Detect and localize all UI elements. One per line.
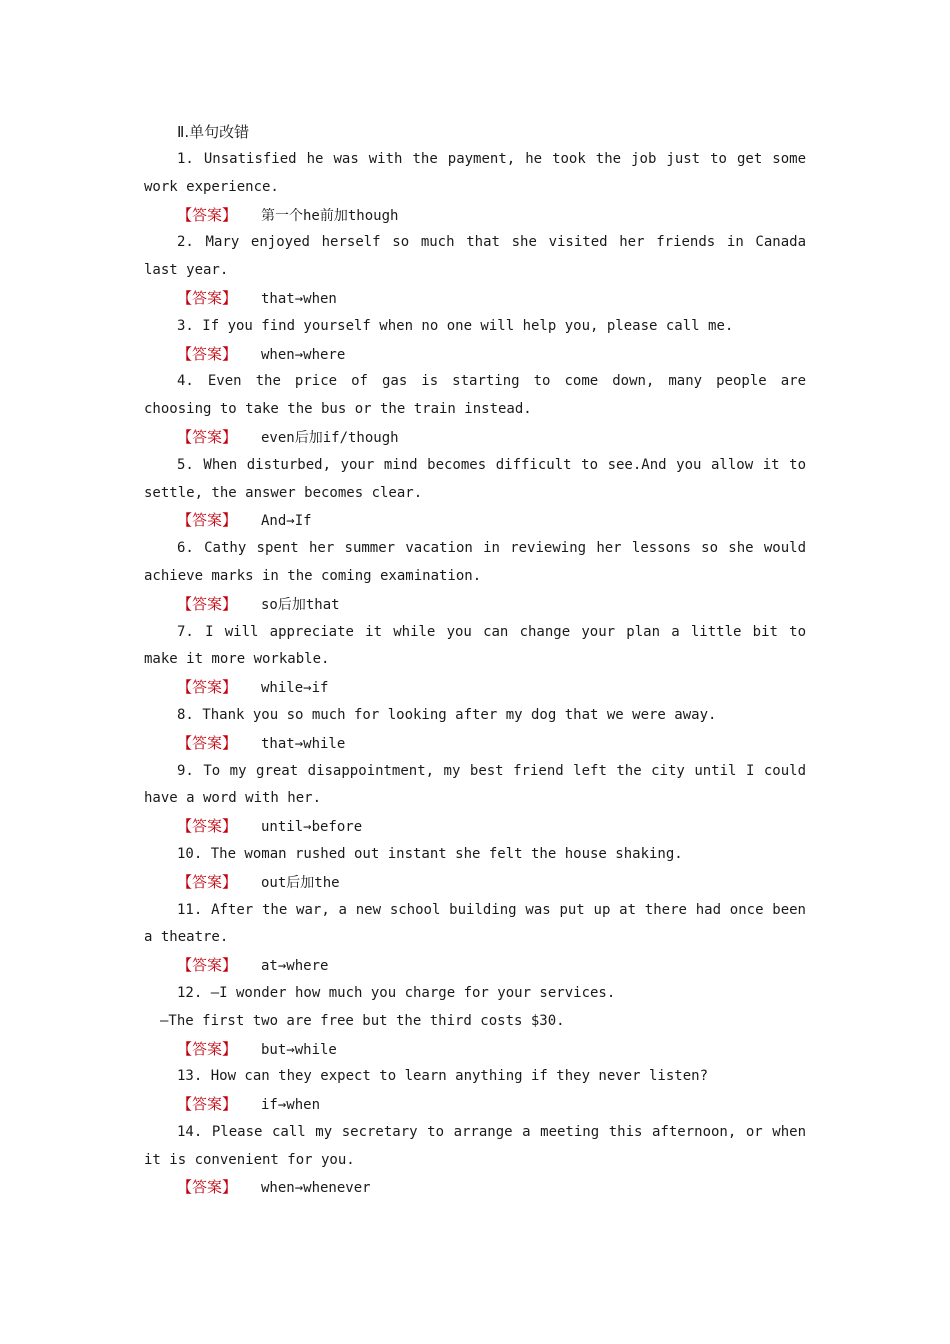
answer-9 <box>144 813 806 841</box>
answer-8 <box>144 730 806 758</box>
answer-text: even后加if/though <box>261 429 399 446</box>
answer-2 <box>144 285 806 313</box>
answer-text: so后加that <box>261 596 340 613</box>
answer-text: when→whenever <box>261 1180 371 1197</box>
answer-12 <box>144 1036 806 1064</box>
answer-tag: 【答案】 <box>177 872 238 891</box>
answer-text: while→if <box>261 680 329 697</box>
answer-text: but→while <box>261 1041 337 1058</box>
answer-tag: 【答案】 <box>177 288 238 307</box>
answer-tag: 【答案】 <box>177 733 238 752</box>
answer-text: until→before <box>261 819 363 836</box>
question-3: 3. If you find yourself when no one will help you, please call me. <box>177 317 734 334</box>
question-11: 11. After the war, a new school building was put up at there had once been a theatre. <box>144 901 806 946</box>
answer-tag: 【答案】 <box>177 1178 238 1197</box>
answer-text: if→when <box>261 1097 321 1114</box>
question-1: 1. Unsatisfied he was with the payment, he took the job just to get some work experience. <box>144 151 806 195</box>
answer-13 <box>144 1091 806 1119</box>
answer-7 <box>144 674 806 702</box>
answer-tag: 【答案】 <box>177 344 238 363</box>
question-8: 8. Thank you so much for looking after my dog that we were away. <box>177 706 717 723</box>
answer-tag: 【答案】 <box>177 511 238 530</box>
answer-6 <box>144 591 806 619</box>
answer-4 <box>144 424 806 452</box>
answer-tag: 【答案】 <box>177 427 238 446</box>
question-4: 4. Even the price of gas is starting to come down, many people are choosing to take the bus or the train instead. <box>144 373 806 418</box>
question-2: 2. Mary enjoyed herself so much that she visited her friends in Canada last year. <box>144 234 806 279</box>
answer-tag: 【答案】 <box>177 594 238 613</box>
answer-text: that→when <box>261 290 337 307</box>
answer-tag: 【答案】 <box>177 205 238 224</box>
question-7: 7. I will appreciate it while you can change your plan a little bit to make it more workable. <box>144 623 806 668</box>
answer-text: 第一个he前加though <box>261 207 399 224</box>
answer-text: And→If <box>261 513 312 530</box>
answer-11 <box>144 952 806 980</box>
document-page <box>144 118 806 1202</box>
question-13: 13. How can they expect to learn anything if they never listen? <box>177 1068 709 1085</box>
answer-14 <box>144 1174 806 1202</box>
answer-3 <box>144 341 806 369</box>
answer-tag: 【答案】 <box>177 817 238 836</box>
answer-tag: 【答案】 <box>177 956 238 975</box>
section-title: Ⅱ.单句改错 <box>177 123 250 141</box>
question-12: 12. —I wonder how much you charge for your services. <box>177 984 616 1001</box>
answer-text: at→where <box>261 958 329 975</box>
answer-1 <box>144 202 806 230</box>
answer-tag: 【答案】 <box>177 1039 238 1058</box>
answer-10 <box>144 869 806 897</box>
answer-5 <box>144 507 806 535</box>
question-5: 5. When disturbed, your mind becomes difficult to see.And you allow it to settle, the answer becomes clear. <box>144 456 806 501</box>
answer-tag: 【答案】 <box>177 678 238 697</box>
answer-text: when→where <box>261 346 346 363</box>
question-14: 14. Please call my secretary to arrange a meeting this afternoon, or when it is convenient for you. <box>144 1123 806 1168</box>
question-10: 10. The woman rushed out instant she felt the house shaking. <box>177 845 683 862</box>
question-12-reply: —The first two are free but the third costs $30. <box>160 1012 565 1029</box>
answer-text: out后加the <box>261 874 340 891</box>
question-6: 6. Cathy spent her summer vacation in reviewing her lessons so she would achieve marks in the coming examination. <box>144 540 806 584</box>
answer-tag: 【答案】 <box>177 1095 238 1114</box>
question-9: 9. To my great disappointment, my best friend left the city until I could have a word with her. <box>144 762 806 807</box>
answer-text: that→while <box>261 735 346 752</box>
